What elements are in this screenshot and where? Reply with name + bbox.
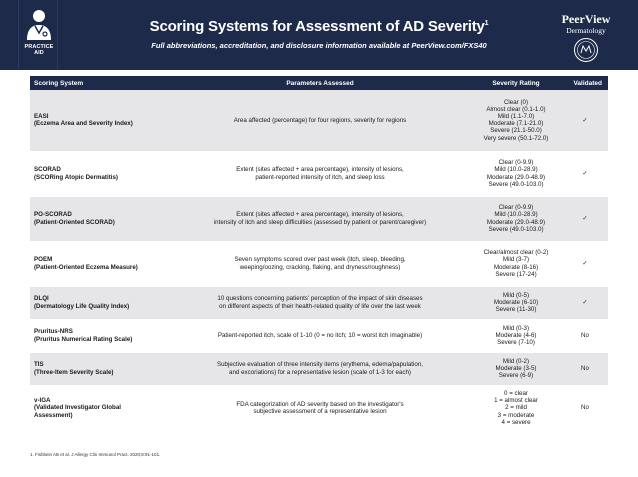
table-row	[30, 352, 608, 385]
table-row	[30, 286, 608, 319]
scoring-system-cell-line: DLQI	[34, 295, 49, 303]
severity-cell-line: Clear/almost clear (0-2)	[483, 249, 549, 257]
severity-cell-line: Mild (0-2)	[502, 357, 530, 365]
severity-cell-line: Moderate (8-16)	[493, 263, 539, 271]
parameters-cell-line: Extent (sites affected + area percentage), intensity of lesions,	[236, 166, 404, 174]
scoring-system-cell-line: (Patient-Oriented SCORAD)	[34, 218, 115, 226]
parameters-cell-line: Seven symptoms scored over past week (itch, sleep, bleeding,	[234, 256, 406, 264]
parameters-cell-line: and excoriations) for a representative lesion (scale of 1-3 for each)	[229, 368, 411, 376]
parameters-cell-line: Subjective evaluation of three intensity items (erythema, edema/papulation,	[216, 361, 424, 369]
page-subtitle: Full abbreviations, accreditation, and disclosure information available at PeerView.com/FXS40	[151, 41, 487, 50]
brand-sub: Dermatology	[566, 26, 606, 35]
severity-cell-line: Very severe (50.1-72.0)	[483, 134, 549, 142]
parameters-cell	[170, 385, 470, 431]
scoring-system-cell	[30, 241, 170, 286]
header-validated: Validated	[562, 76, 608, 90]
severity-cell	[470, 319, 562, 352]
severity-cell	[470, 90, 562, 151]
scoring-system-cell-line: (Dermatology Life Quality Index)	[34, 302, 130, 310]
validated-cell: ✓	[562, 196, 608, 241]
page-title: Scoring Systems for Assessment of AD Severity$^1$	[149, 18, 489, 35]
table-header-row	[30, 76, 608, 90]
scoring-system-cell	[30, 90, 170, 151]
severity-cell-line: Moderate (4-6)	[495, 331, 537, 339]
subtitle-link[interactable]: PeerView.com/FXS40	[411, 41, 487, 50]
parameters-cell	[170, 352, 470, 385]
severity-cell-line: Clear (0-9.9)	[498, 159, 534, 167]
severity-cell	[470, 196, 562, 241]
severity-cell	[470, 385, 562, 431]
badge-label: PRACTICE AID	[24, 44, 54, 56]
severity-cell	[470, 286, 562, 319]
brand-seal-icon	[573, 37, 599, 63]
scoring-system-cell	[30, 319, 170, 352]
scoring-system-cell-line: TIS	[34, 361, 44, 369]
scoring-system-cell-line: (Validated Investigator Global	[34, 404, 121, 412]
scoring-system-cell-line: Pruritus-NRS	[34, 328, 73, 336]
parameters-cell-line: weeping/oozing, cracking, flaking, and dryness/roughness)	[239, 263, 401, 271]
table-body	[30, 90, 608, 431]
parameters-cell-line: FDA categorization of AD severity based on the investigator's	[236, 400, 404, 408]
severity-cell	[470, 352, 562, 385]
scoring-system-cell-line: POEM	[34, 256, 53, 264]
severity-cell-line: Mild (10.0-28.9)	[494, 166, 538, 174]
parameters-cell-line: Area affected (percentage) for four regions, severity for regions	[233, 116, 407, 124]
validated-cell: No	[562, 319, 608, 352]
severity-cell-line: Moderate (7.1-21.0)	[488, 120, 544, 128]
severity-cell-line: Mild (10.0-28.9)	[494, 211, 538, 219]
table-row	[30, 90, 608, 151]
table-row	[30, 385, 608, 431]
scoring-systems-table	[30, 76, 608, 432]
scoring-system-cell-line: PO-SCORAD	[34, 211, 72, 219]
footnote: 1. Fishbein AB et al. J Allergy Clin Immunol Pract. 2020;8:91-101.	[30, 452, 161, 457]
parameters-cell	[170, 90, 470, 151]
severity-cell-line: 1 = almost clear	[494, 397, 538, 405]
parameters-cell	[170, 319, 470, 352]
header-banner	[0, 0, 638, 70]
severity-cell-line: Severe (49.0-103.0)	[488, 180, 544, 188]
scoring-system-cell-line: (Patient-Oriented Eczema Measure)	[34, 263, 138, 271]
severity-cell-line: Severe (21.1-50.0)	[490, 127, 542, 135]
severity-cell	[470, 151, 562, 196]
severity-cell-line: Moderate (6-10)	[493, 298, 539, 306]
severity-cell-line: Mild (0-5)	[502, 291, 530, 299]
parameters-cell	[170, 151, 470, 196]
severity-cell-line: Almost clear (0.1-1.0)	[486, 105, 546, 113]
severity-cell-line: Moderate (29.0-48.9)	[486, 218, 546, 226]
severity-cell-line: Clear (0-9.9)	[498, 204, 534, 212]
scoring-system-cell	[30, 385, 170, 431]
severity-cell-line: 4 = severe	[501, 418, 531, 426]
header-scoring-system: Scoring System	[30, 76, 170, 90]
severity-cell-line: Moderate (3-5)	[495, 364, 537, 372]
severity-cell-line: Mild (1.1-7.0)	[497, 113, 535, 121]
scoring-system-cell-line: SCORAD	[34, 166, 61, 174]
header-severity-rating: Severity Rating	[470, 76, 562, 90]
severity-cell-line: Mild (0-3)	[502, 324, 530, 332]
validated-cell: ✓	[562, 241, 608, 286]
validated-cell: ✓	[562, 286, 608, 319]
parameters-cell-line: Patient-reported itch, scale of 1-10 (0 = no itch; 10 = worst itch imaginable)	[217, 331, 423, 339]
scoring-system-cell-line: EASI	[34, 113, 49, 121]
severity-cell-line: Mild (3-7)	[502, 256, 530, 264]
parameters-cell-line: intensity of itch and sleep difficulties (assessed by patient or parent/caregiver)	[213, 218, 427, 226]
parameters-cell-line: 10 questions concerning patients' perception of the impact of skin diseases	[217, 295, 423, 303]
severity-cell-line: Moderate (29.0-48.9)	[486, 173, 546, 181]
severity-cell-line: Severe (49.0-103.0)	[488, 225, 544, 233]
table-row	[30, 319, 608, 352]
severity-cell-line: Severe (17-24)	[495, 270, 537, 278]
scoring-system-cell	[30, 151, 170, 196]
severity-cell-line: Clear (0)	[503, 98, 529, 106]
severity-cell-line: Severe (6-9)	[498, 372, 534, 380]
validated-cell: ✓	[562, 90, 608, 151]
table-row	[30, 241, 608, 286]
parameters-cell	[170, 286, 470, 319]
parameters-cell	[170, 241, 470, 286]
scoring-system-cell-line: Assessment)	[34, 411, 73, 419]
scoring-system-cell-line: v-IGA	[34, 397, 51, 405]
validated-cell: No	[562, 385, 608, 431]
scoring-system-cell-line: (Eczema Area and Severity Index)	[34, 120, 133, 128]
severity-cell	[470, 241, 562, 286]
scoring-system-cell	[30, 196, 170, 241]
table-row	[30, 196, 608, 241]
parameters-cell-line: on different aspects of their health-related quality of life over the last week	[219, 302, 421, 310]
severity-cell-line: 3 = moderate	[497, 411, 535, 419]
parameters-cell-line: Extent (sites affected + area percentage), intensity of lesions,	[236, 211, 404, 219]
scoring-system-cell-line: (Pruritus Numerical Rating Scale)	[34, 335, 133, 343]
scoring-system-cell	[30, 352, 170, 385]
practice-aid-badge	[18, 0, 58, 70]
scoring-system-cell-line: (Three-Item Severity Scale)	[34, 368, 114, 376]
severity-cell-line: Severe (7-10)	[497, 339, 535, 347]
severity-cell-line: Severe (11-30)	[495, 306, 537, 314]
validated-cell: ✓	[562, 151, 608, 196]
brand-logo	[546, 12, 626, 68]
header-parameters-assessed: Parameters Assessed	[170, 76, 470, 90]
scoring-system-cell-line: (SCORing Atopic Dermatitis)	[34, 173, 118, 181]
scoring-system-cell	[30, 286, 170, 319]
parameters-cell-line: patient-reported intensity of itch, and sleep loss	[255, 173, 385, 181]
brand-name: PeerView	[561, 12, 611, 26]
severity-cell-line: 0 = clear	[504, 389, 528, 397]
validated-cell: No	[562, 352, 608, 385]
table-row	[30, 151, 608, 196]
parameters-cell-line: subjective assessment of a representative lesion	[253, 408, 387, 415]
severity-cell-line: 2 = mild	[505, 404, 527, 412]
parameters-cell	[170, 196, 470, 241]
